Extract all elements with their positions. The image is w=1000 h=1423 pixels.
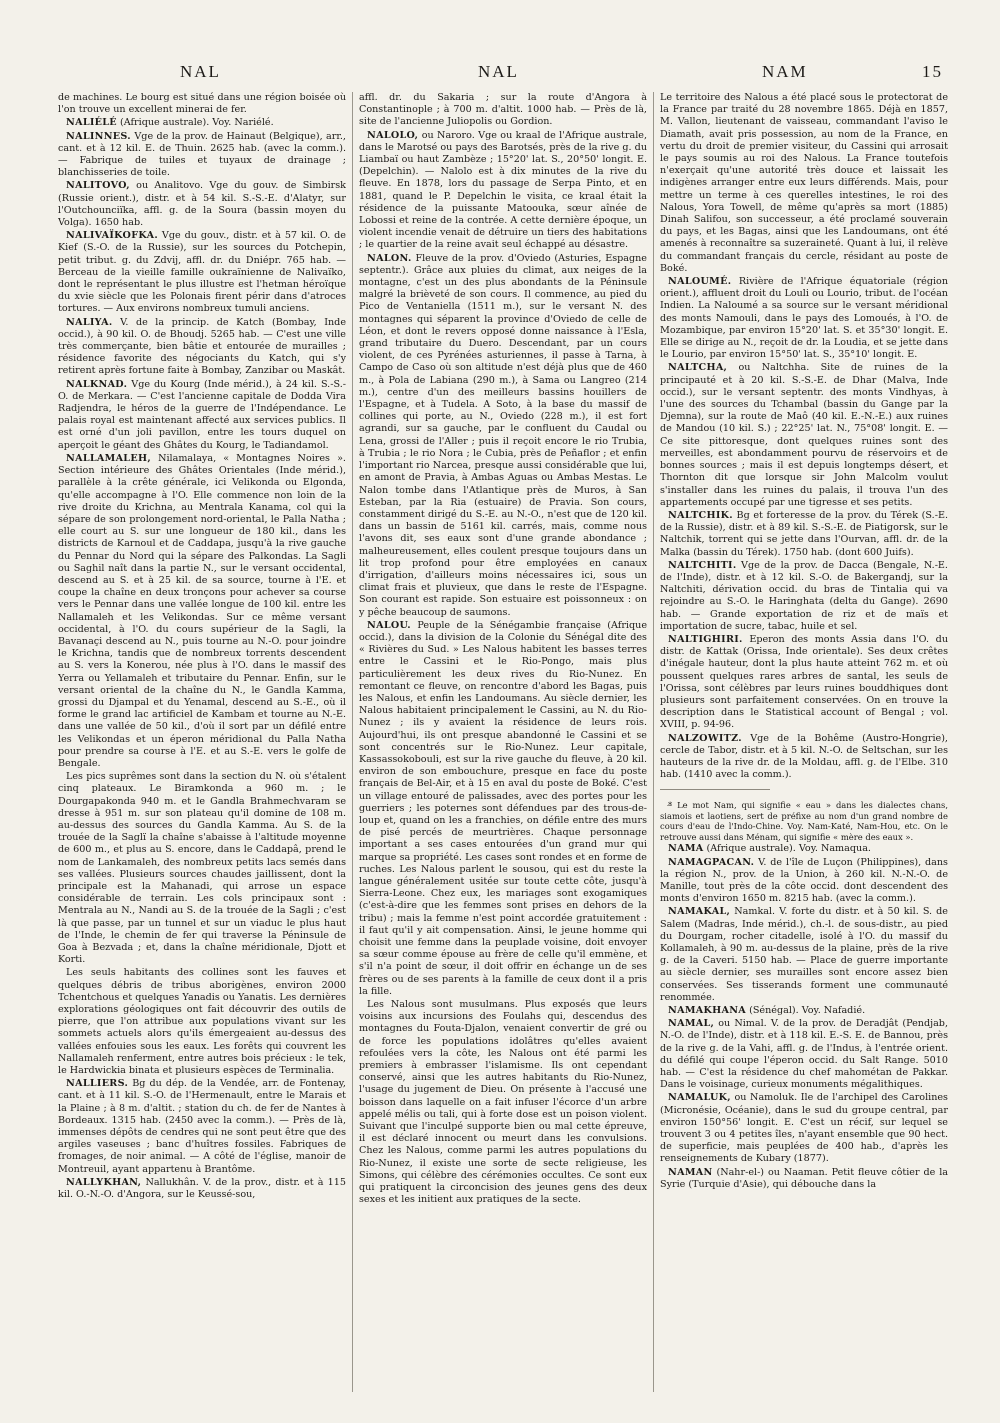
dictionary-entry [58,131,346,180]
entry-text: ou Analitovo. Vge du gouv. de Simbirsk (Russie orient.), distr. et à 54 kil. S.-S.-E. d'Alatyr, sur l'Outchounciïka, affl. g. de la Soura (bassin moyen du Volga). 1650 hab. [58,180,346,229]
entry-text: (Afrique australe). Voy. Nariélé. [119,117,274,129]
entry-text: Les seuls habitants des collines sont les fauves et quelques débris de tribus aborigènes, environ 2000 Tchentchous et quelques Yanadis ou Yanatis. Les dernières explorations géologiques ont fait découvrir des outils de pierre, que l'on attribue aux populations vivant sur les sommets actuels alors qu'ils émergeaient au-dessus des vallées enfouies sous les eaux. Les forêts qui couvrent les Nallamaleh renferment, entre autres bois précieux : le tek, le Hardwickia binata et plusieurs espèces de Terminalia. [58,967,346,1077]
entry-text: (Nahr-el-) ou Naaman. Petit fleuve côtier de la Syrie (Turquie d'Asie), qui débouche dans la [660,1166,948,1190]
entry-text: ou Namoluk. Ile de l'archipel des Carolines (Micronésie, Océanie), dans le sud du groupe central, par environ 150°56' longit. E. C'est un récif, sur lequel se trouvent 3 ou 4 petites îles, n'ayant ensemble que 90 hect. de superficie, mais peuplées de 400 hab., d'après les renseignements de Kubary (1877). [660,1092,948,1165]
dictionary-entry [660,362,948,508]
column-divider [653,92,654,1392]
entry-headword: NALINNES. [66,130,131,142]
entry-text: Vge de la prov. de Dacca (Bengale, N.-E. de l'Inde), distr. et à 12 kil. S.-O. de Bakergandj, sur la Naltchiti, dérivation occid. du bras de Tintalia qui va rejoindre au S.-O. le Haringhata (delta du Gange). 2690 hab. — Grande exportation de riz et de maïs et importation de sucre, tabac, huile et sel. [660,559,948,632]
entry-headword: NAMAL, [668,1018,715,1030]
entry-text: Les pics suprêmes sont dans la section du N. où s'étalent cinq plateaux. Le Biramkonda a 960 m. ; le Dourgapakonda 940 m. et le Gandla Brahmechvaram se dresse à 951 m. sur son plateau qu'il domine de 108 m. au-dessus des sources du Gandla Kamma. Au S. de la trouée de la Saglï la chaîne s'abaisse à l'altitude moyenne de 600 m., et plus au S. encore, dans le Caddapâ, prend le nom de Lankamaleh, des nombreux petits lacs semés dans ses vallées. Plusieurs sources chaudes jaillissent, dont la principale est la Mahanadi, qui arrose un espace considérable de terrain. Les cols principaux sont : Mentrala au N., Nandi au S. de la trouée de la Sagli ; c'est là que passe, par un tunnel et sur un viaduc le plus haut de l'Inde, le chemin de fer qui traverse la Péninsule de Goa à Bezvada ; et, dans la chaîne méridionale, Djott et Korti. [58,771,346,966]
entry-headword: NALOU. [367,619,411,631]
header-right-word: NAM [762,62,808,81]
text-column-3 [660,92,948,1392]
text-column-2 [359,92,647,1392]
entry-text: de machines. Le bourg est situé dans une région boisée où l'on trouve un excellent minerai de fer. [58,92,346,116]
column-divider [352,92,353,1392]
dictionary-entry [58,1078,346,1176]
dictionary-entry [660,634,948,732]
entry-text: Fleuve de la prov. d'Oviedo (Asturies, Espagne septentr.). Grâce aux pluies du climat, aux neiges de la montagne, c'est un des plus abondants de la Péninsule malgré la brièveté de son cours. Il commence, au pied du Pico de Ventaniella (1511 m.), sur le versant N. des montagnes qui séparent la province d'Oviedo de celle de Léon, et dont le revers opposé donne naissance à l'Esla, grand tributaire du Duero. Descendant, par un cours violent, de ces Pyrénées asturiennes, il passe à Tarna, à Campo de Caso où son altitude n'est déjà plus que de 460 m., à Pola de Labiana (290 m.), à Sama ou Langreo (214 m.), centre d'un des meilleurs bassins houillers de l'Espagne, et à Tudela. A Soto, à la base du massif de collines qui porte, au N., Oviedo (228 m.), il est fort agrandi, sur sa gauche, par le confluent du Caudal ou Lena, grossi de l'Aller ; puis il reçoit encore le rio Trubia, à Trubia ; le rio Nora ; le Cubia, près de Peñaflor ; et enfin l'important rio Narcea, presque aussi considérable que lui, en amont de Pravia, à Ambas Aguas ou Ambas Mestas. Le Nalon tombe dans l'Atlantique près de Muros, à San Esteban, par la Ria (estuaire) de Pravia. Son cours, constamment dirigé du S.-E. au N.-O., n'est que de 120 kil. dans un bassin de 5161 kil. carrés, mais, comme nous l'avons dit, ses eaux sont d'une grande abondance ; malheureusement, elles coulent presque toujours dans un lit trop profond pour être employées en canaux d'irrigation, d'ailleurs moins nécessaires ici, sous un climat frais et pluvieux, que dans le reste de l'Espagne. Son courant est rapide. Son estuaire est poissonneux : on y pêche beaucoup de saumons. [359,252,647,618]
dictionary-entry [58,379,346,452]
entry-headword: NALLAMALEH, [66,452,151,464]
entry-headword: NALIVAÏKOFKA. [66,230,158,242]
dictionary-entry [660,906,948,1004]
entry-headword: NALOUMÉ. [668,276,732,288]
dictionary-entry [660,560,948,633]
entry-headword: NAMALUK, [668,1092,731,1104]
entry-text: Vge de la prov. de Hainaut (Belgique), arr., cant. et à 12 kil. E. de Thuin. 2625 hab. (avec la comm.). — Fabrique de tuiles et tuyaux de drainage ; blanchisseries de toile. [58,130,346,179]
entry-text: affl. dr. du Sakaria ; sur la route d'Angora à Constantinople ; à 700 m. d'altit. 1000 hab. — Près de là, site de l'ancienne Juliopolis ou Gordion. [359,92,647,128]
dictionary-entry [660,800,948,842]
dictionary-entry [660,1018,948,1091]
entry-text: Bg et forteresse de la prov. du Térek (S.-E. de la Russie), distr. et à 89 kil. S.-S.-E. de Piatigorsk, sur le Naltchik, torrent qui se jette dans l'Ourvan, affl. dr. de la Malka (bassin du Térek). 1750 hab. (dont 600 Juifs). [660,509,948,558]
header-left-word: NAL [180,62,221,81]
entry-headword: NALIYA. [66,316,113,328]
entry-headword: NALOLO, [367,129,419,141]
entry-headword: NAMAGPACAN. [668,856,755,868]
entry-headword: NALTCHITI. [668,559,737,571]
entry-text: Bg du dép. de la Vendée, arr. de Fontenay, cant. et à 11 kil. S.-O. de l'Hermenault, entre le Marais et la Plaine ; à 8 m. d'altit. ; station du ch. de fer de Nantes à Bordeaux. 1315 hab. (2450 avec la comm.). — Près de là, immenses dépôts de cendres qui ne sont peut être que des argiles vaseuses ; banc d'huîtres fossiles. Fabriques de fromages, de noir animal. — A côté de l'église, manoir de Montreuil, ayant appartenu à Brantôme. [58,1078,346,1175]
entry-headword: NALIÉLÉ [66,117,117,129]
entry-text: Les Nalous sont musulmans. Plus exposés que leurs voisins aux incursions des Foulahs qui, descendus des montagnes du Fouta-Djalon, venaient convertir de gré ou de force les populations idolâtres qu'elles avaient refoulées vers la côte, les Nalous ont été parmi les premiers à embrasser l'islamisme. Ils ont cependant conservé, ainsi que les autres habitants du Rio-Nunez, l'usage du jugement de Dieu. On présente à l'accusé une boisson dans laquelle on a fait infuser l'écorce d'un arbre appelé mélis ou tali, qui à forte dose est un poison violent. Suivant que l'inculpé supporte bien ou mal cette épreuve, il est déclaré innocent ou meurt dans les convulsions. Chez les Nalous, comme parmi les autres populations du Rio-Nunez, il existe une sorte de secte religieuse, les Simons, qui célèbre des cérémonies occultes. Ce sont eux qui pratiquent la circoncision des jeunes gens des deux sexes et les initient aux pratiques de la secte. [359,999,647,1206]
dictionary-entry [58,453,346,770]
entry-text: Vge du gouv., distr. et à 57 kil. O. de Kief (S.-O. de la Russie), sur les sources du Potchepin, petit tribut. g. du Zdvij, affl. dr. du Dniépr. 765 hab. — Berceau de la vieille famille oukraïnienne de Nalivaïko, dont le représentant le plus illustre est l'hetman héroïque du xvie siècle que les Polonais firent périr dans d'atroces tortures. — Aux environs nombreux tumuli anciens. [58,230,346,315]
entry-headword: NALLYKHAN, [66,1176,142,1188]
entry-text: Nilamalaya, « Montagnes Noires ». Section intérieure des Ghâtes Orientales (Inde mérid.), parallèle à la crête générale, ici Velikonda ou Elgonda, qu'elle accompagne à l'O. Elle commence non loin de la rive droite du Krichna, au Mentrala Kanama, col qui la sépare de son prolongement nord-oriental, le Palla Natha ; elle court au S. sur une longueur de 180 kil., dans les districts de Karnoul et de Caddapa, jusqu'à la rive gauche du Pennar du Nord qui la sépare des Palkondas. La Sagli ou Saghil naît dans la partie N., sur le versant occidental, descend au S. et à 25 kil. de sa source, tourne à l'E. et coupe la chaîne en deux tronçons pour achever sa course vers le Pennar dans une vallée longue de 100 kil. entre les Nallamaleh et les Velikondas. Sur ce même versant occidental, à l'O. du cours supérieur de la Sagli, la Bavanaçi descend au N., puis tourne au N.-O. pour joindre le Krichna, tandis que de nombreux torrents descendent au S. vers la Konerou, née plus à l'O. dans le massif des Yerra ou Yellamaleh et tributaire du Pennar. Enfin, sur le versant oriental de la chaîne du N., le Gandla Kamma, grossi du Djampal et du Yenamal, descend au S.-E., où il forme le grand lac artificiel de Kambam et tourne au N.-E. dans une vallée de 50 kil., d'où il sort par un défilé entre les Velikondas et un éperon méridional du Palla Natha pour prendre sa course à l'E. et au S.-E. vers le golfe de Bengale. [58,452,346,769]
entry-headword: NALTIGHIRI. [668,633,743,645]
dictionary-entry [660,1005,948,1017]
entry-text: Rivière de l'Afrique équatoriale (région orient.), affluent droit du Louli ou Lourio, tribut. de l'océan Indien. La Naloumé a sa source sur le versant méridional des monts Namouli, dans le pays des Lomoués, à l'O. de Mozambique, par environ 15°20' lat. S. et 35°30' longit. E. Elle se dirige au N., reçoit de dr. la Loudia, et se jette dans le Lourio, par environ 15°50' lat. S., 35°10' longit. E. [660,276,948,361]
entry-headword: NAMA [668,843,704,855]
dictionary-entry [359,999,647,1206]
text-column-1 [58,92,346,1392]
dictionary-entry [359,130,647,252]
entry-text: Peuple de la Sénégambie française (Afrique occid.), dans la division de la Colonie du Sénégal dite des « Rivières du Sud. » Les Nalous habitent les basses terres entre le Cassini et le Rio-Pongo, mais plus particulièrement les deux rives du Rio-Nunez. En remontant ce fleuve, on rencontre d'abord les Bagas, puis les Nalous, et enfin les Landoumans. Au siècle dernier, les Nalous habitaient principalement le Cassini, au N. du Rio-Nunez ; ils y avaient la résidence de leurs rois. Aujourd'hui, ils ont presque abandonné le Cassini et se sont concentrés sur le Rio-Nunez. Leur capitale, Kassassokobouli, est sur la rive gauche du fleuve, à 20 kil. environ de son embouchure, presque en face du poste français de Bel-Air, et à 15 en aval du poste de Boké. C'est un village entouré de palissades, avec des portes pour les guerriers ; les poternes sont défendues par des trous-de-loup et, quand on les a franchies, on défile entre des murs de pisé percés de meurtrières. Chaque personnage important a ses cases entourées d'un grand mur qui marque sa propriété. Les cases sont rondes et en forme de ruches. Les Nalous parlent le sousou, qui est du reste la langue généralement usitée sur toute cette côte, jusqu'à Sierra-Leone. Chez eux, les mariages sont exogamiques (c'est-à-dire que les femmes sont prises en dehors de la tribu) ; mais la femme n'est point accordée gratuitement : il faut qu'il y ait compensation. Ainsi, le jeune homme qui choisit une femme dans la peuplade voisine, doit envoyer sa sœur comme épouse au frère de celle qu'il emmène, et s'il n'a point de sœur, il doit offrir en échange un de ses frères ou de ses parents à la famille de ceux dont il a pris la fille. [359,619,647,997]
dictionary-entry [660,857,948,906]
entry-text: Eperon des monts Assia dans l'O. du distr. de Kattak (Orissa, Inde orientale). Ses deux crêtes d'inégale hauteur, dont la plus haute atteint 762 m. et où poussent quelques rares arbres de santal, les seuls de l'Orissa, sont célèbres par leurs ruines bouddhiques dont plusieurs sont parfaitement conservées. On en trouve la description dans le Statistical account of Bengal ; vol. XVIII, p. 94-96. [660,633,948,731]
dictionary-entry [660,92,948,275]
dictionary-entry [660,510,948,559]
entry-headword: NALTCHA, [668,362,728,374]
dictionary-entry [58,1177,346,1201]
entry-headword: NALKNAD. [66,378,128,390]
entry-headword: NALITOVO, [66,180,130,192]
dictionary-entry [58,967,346,1077]
page-number: 15 [922,62,943,81]
entry-headword: NALTCHIK. [668,509,733,521]
dictionary-entry [58,117,346,129]
dictionary-entry [359,620,647,998]
dictionary-entry [58,317,346,378]
dictionary-entry [660,1167,948,1191]
section-separator [660,789,770,790]
entry-headword: NALZOWITZ. [668,732,742,744]
entry-text: V. de la princip. de Katch (Bombay, Inde occid.), à 90 kil. O. de Bhoudj. 5265 hab. — C'est une ville très commerçante, bien bâtie et entourée de murailles ; résidence favorite des négociants du Katch, qui s'y retirent après fortune faite à Bombay, Zanzibar ou Maskât. [58,316,346,377]
header-center-word: NAL [478,62,519,81]
dictionary-entry [58,92,346,116]
entry-headword: NALLIERS. [66,1078,129,1090]
entry-text: Le territoire des Nalous a été placé sous le protectorat de la France par traité du 28 novembre 1865. Déjà en 1857, M. Vallon, lieutenant de vaisseau, commandant l'aviso le Diamath, avait pris possession, au nom de la France, en vertu du droit de premier visiteur, du Cassini qui arrosait le pays soumis au roi des Nalous. La France toutefois n'exerçait qu'une autorité très douce et laissait les indigènes arranger entre eux leurs différends. Mais, pour mettre un terme à ces querelles intestines, le roi des Nalous, Yora Towell, de même qu'après sa mort (1885) Dinah Salifou, son successeur, a été proclamé souverain du pays, et les Bagas, ainsi que les Landoumans, ont été amenés à reconnaître sa suzeraineté. Quant à lui, il relève du commandant français du cercle, résidant au poste de Boké. [660,92,948,274]
dictionary-entry [359,92,647,129]
entry-headword: NAMAN [668,1166,713,1178]
entry-text: V. de l'île de Luçon (Philippines), dans la région N., prov. de la Union, à 260 kil. N.-N.-O. de Manille, tout près de la côte occid. dont descendent des monts d'environ 1650 m. 8215 hab. (avec la comm.). [660,856,948,905]
entry-headword: NAMAKAL, [668,906,731,918]
dictionary-entry [660,276,948,361]
entry-text: Vge du Kourg (Inde mérid.), à 24 kil. S.-S.-O. de Merkara. — C'est l'ancienne capitale de Dodda Vira Radjendra, le héros de la guerre de l'Indépendance. Le palais royal est maintenant affecté aux services publics. Il est orné d'un joli pavillon, entre les tours duquel on aperçoit le géant des Ghâtes du Kourg, le Tadiandamol. [58,378,346,451]
dictionary-entry [58,230,346,315]
entry-text: (Afrique australe). Voy. Namaqua. [706,843,871,855]
entry-headword: NAMAKHANA [668,1005,747,1017]
dictionary-entry [660,1092,948,1165]
entry-text: Vge de la Bohême (Austro-Hongrie), cercle de Tabor, distr. et à 5 kil. N.-O. de Seltschan, sur les hauteurs de la rive dr. de la Moldau, affl. g. de l'Elbe. 310 hab. (1410 avec la comm.). [660,732,948,781]
entry-text: (Sénégal). Voy. Nafadié. [749,1005,866,1017]
entry-headword: NALON. [367,252,412,264]
entry-text: ou Naroro. Vge ou kraal de l'Afrique australe, dans le Marotsé ou pays des Barotsés, près de la rive g. du Liambaï ou haut Zambèze ; 15°20' lat. S., 20°50' longit. E. (Depelchin). — Nalolo est à dix minutes de la rive du fleuve. En 1878, lors du passage de Serpa Pinto, et en 1881, quand le P. Depelchin le visita, ce kraal était la résidence de la puissante Matoouka, sœur aînée de Lobossi et reine de la contrée. A cette dernière époque, un violent incendie venait de détruire un tiers des habitations ; le quartier de la reine avait seul échappé au désastre. [359,129,647,251]
running-header [0,62,1000,86]
dictionary-entry [58,771,346,966]
entry-text: ou Nimal. V. de la prov. de Deradjât (Pendjab, N.-O. de l'Inde), distr. et à 118 kil. E.-S. E. de Bannou, près de la rive g. de la Vahi, affl. g. de l'Indus, à l'entrée orient. du défilé qui coupe l'éperon occid. du Salt Range. 5010 hab. — C'est la résidence du chef mahométan de Pakkar. Dans le voisinage, curieux monuments mégalithiques. [660,1018,948,1091]
dictionary-entry [58,180,346,229]
dictionary-entry [359,253,647,619]
entry-text: ou Naltchha. Site de ruines de la principauté et à 20 kil. S.-S.-E. de Dhar (Malva, Inde occid.), sur le versant septentr. des monts Vindhyas, à l'une des sources du Tchambal (bassin du Gange par la Djemna), sur la route de Maô (40 kil. E.-N.-E.) aux ruines de Mandou (10 kil. S.) ; 22°25' lat. N., 75°08' longit. E. — Ce site pittoresque, dont quelques ruines sont des merveilles, est abondamment pourvu de réservoirs et de bonnes sources ; mais il est depuis longtemps désert, et Thornton dit que lorsque sir John Malcolm voulut s'installer dans les ruines du palais, il trouva l'un des appartements occupé par une tigresse et ses petits. [660,362,948,508]
dictionary-entry [660,843,948,855]
entry-text: Namkal. V. forte du distr. et à 50 kil. S. de Salem (Madras, Inde mérid.), ch.-l. de sous-distr., au pied du Dourgam, rocher citadelle, isolé à l'O. du massif du Kollamaleh, à 90 m. au-dessus de la plaine, près de la rive g. de la Caveri. 5150 hab. — Place de guerre importante au siècle dernier, ses murailles sont encore assez bien conservées. Ses tisserands forment une communauté renommée. [660,906,948,1003]
entry-text: *̶ Le mot Nam, qui signifie « eau » dans les dialectes chans, siamois et laotiens, sert de préfixe au nom d'un grand nombre de cours d'eau de l'Indo-Chine. Voy. Nam-Katé, Nam-Hou, etc. On le retrouve aussi dans Ménam, qui signifie « mère des eaux ». [660,800,948,842]
dictionary-entry [660,733,948,782]
entry-text: Nallukhân. V. de la prov., distr. et à 115 kil. O.-N.-O. d'Angora, sur le Keussé-sou, [58,1176,346,1201]
